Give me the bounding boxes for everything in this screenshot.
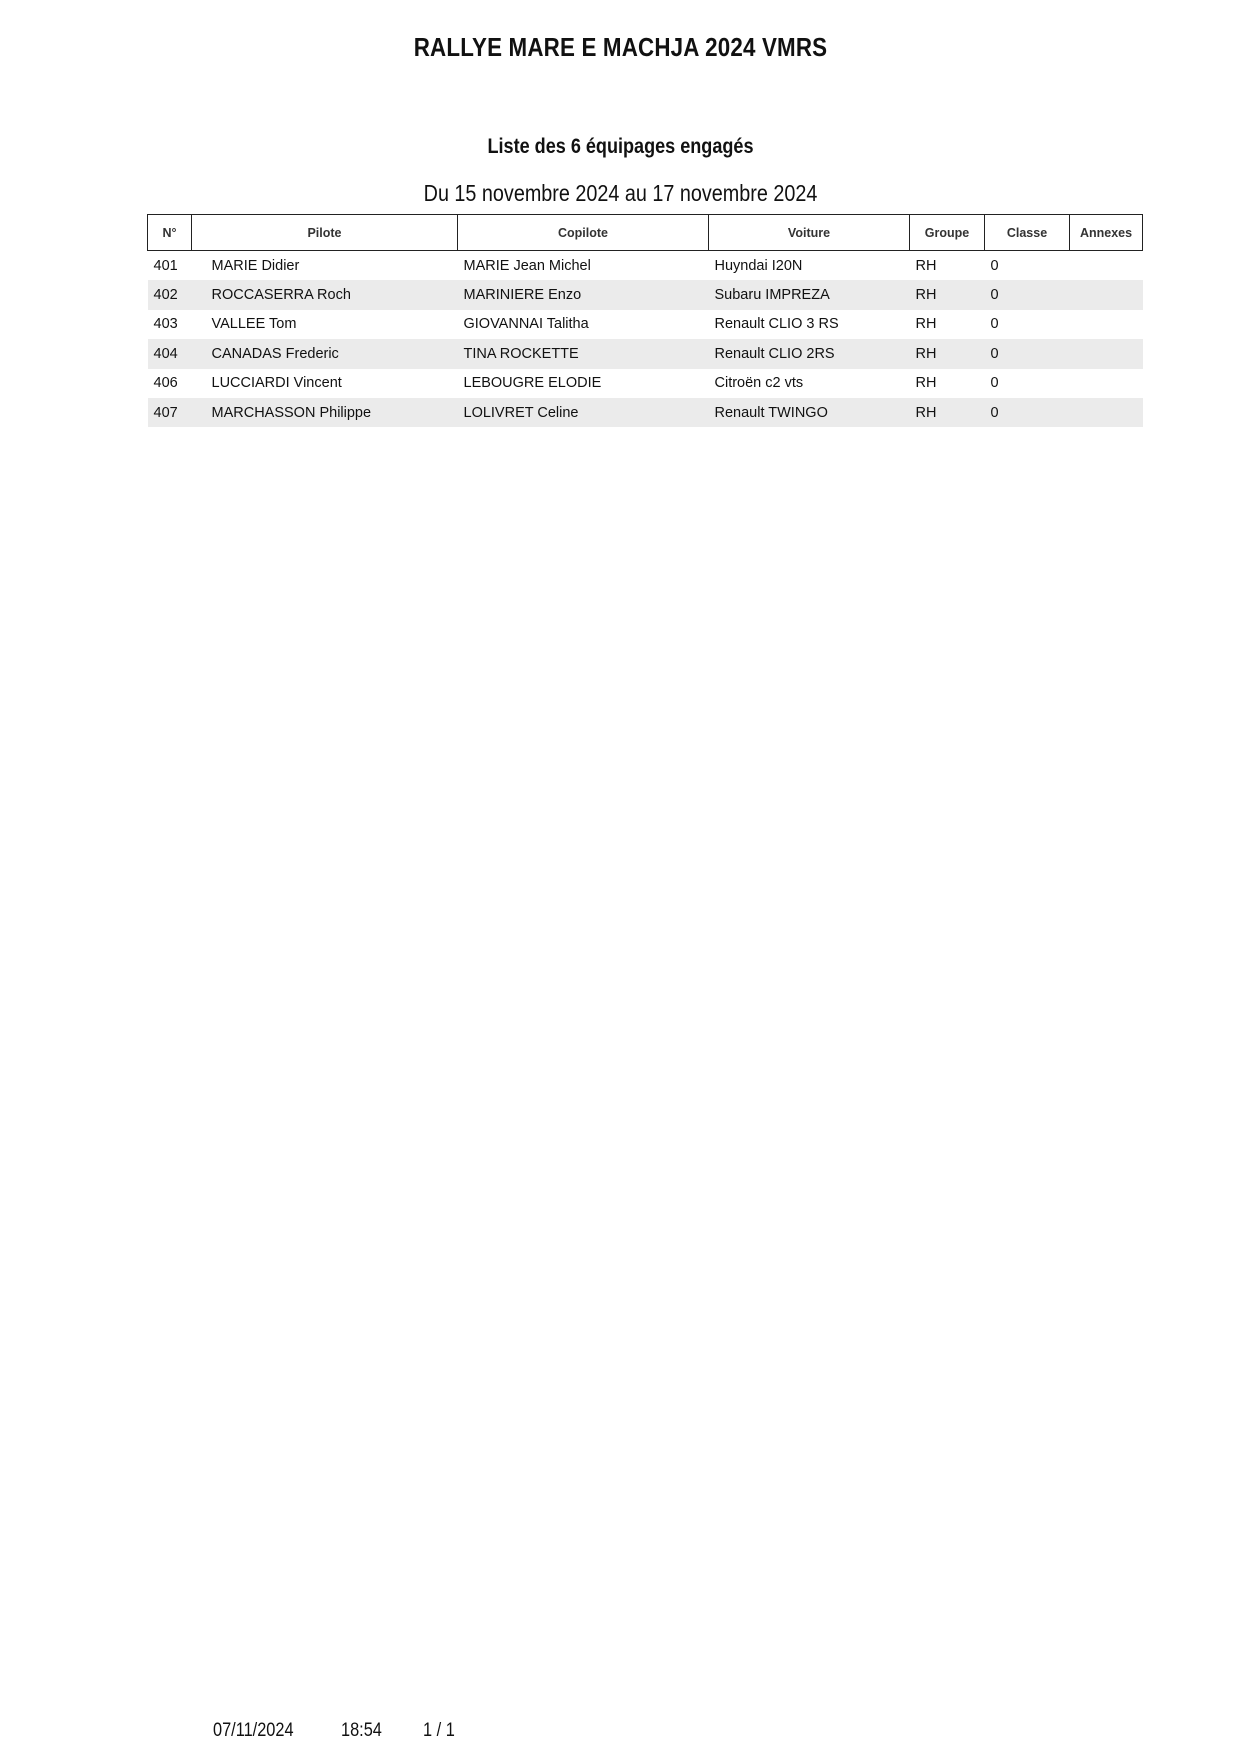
footer-time: 18:54 xyxy=(341,1720,382,1741)
cell-classe: 0 xyxy=(990,316,999,333)
cell-classe: 0 xyxy=(985,339,1070,368)
table-row xyxy=(148,369,1143,398)
cell-annexes xyxy=(1070,251,1143,281)
header-annexes: Annexes xyxy=(1070,215,1143,251)
crew-table-body xyxy=(148,251,1143,428)
footer-date: 07/11/2024 xyxy=(213,1720,294,1741)
table-row xyxy=(148,251,1143,281)
crew-list-subtitle: Liste des 6 équipages engagés xyxy=(487,135,754,158)
crew-table xyxy=(147,214,1143,427)
table-row xyxy=(148,398,1143,427)
cell-pilote: CANADAS Frederic xyxy=(192,339,458,368)
cell-copilote: MARINIERE Enzo xyxy=(458,280,709,309)
header-voiture: Voiture xyxy=(709,215,910,251)
cell-voiture: Renault CLIO 2RS xyxy=(709,339,910,368)
cell-voiture: Subaru IMPREZA xyxy=(709,280,910,309)
footer-page-number: 1 / 1 xyxy=(423,1720,455,1741)
crew-table-header xyxy=(148,215,1143,251)
cell-groupe: RH xyxy=(910,280,985,309)
cell-copilote: LOLIVRET Celine xyxy=(458,398,709,427)
cell-groupe: RH xyxy=(910,339,985,368)
header-pilote: Pilote xyxy=(192,215,458,251)
table-row xyxy=(148,280,1143,309)
document-title: RALLYE MARE E MACHJA 2024 VMRS xyxy=(413,32,828,62)
cell-num: 407 xyxy=(148,398,192,427)
cell-annexes xyxy=(1070,339,1143,368)
header-copilote: Copilote xyxy=(458,215,709,251)
cell-groupe: RH xyxy=(910,398,985,427)
cell-pilote: VALLEE Tom xyxy=(211,316,297,333)
cell-voiture: Renault TWINGO xyxy=(709,398,910,427)
cell-pilote: ROCCASERRA Roch xyxy=(192,280,458,309)
cell-voiture: Huyndai I20N xyxy=(714,257,803,274)
header-classe: Classe xyxy=(985,215,1070,251)
cell-num: 401 xyxy=(153,257,178,274)
cell-voiture: Renault CLIO 3 RS xyxy=(714,316,839,333)
cell-copilote: LEBOUGRE ELODIE xyxy=(463,375,602,392)
table-row xyxy=(148,310,1143,339)
cell-num: 403 xyxy=(153,316,178,333)
cell-num: 402 xyxy=(148,280,192,309)
cell-classe: 0 xyxy=(990,375,999,392)
cell-classe: 0 xyxy=(985,398,1070,427)
cell-pilote: LUCCIARDI Vincent xyxy=(211,375,342,392)
cell-annexes xyxy=(1070,398,1143,427)
cell-groupe: RH xyxy=(915,375,937,392)
cell-pilote: MARCHASSON Philippe xyxy=(192,398,458,427)
header-groupe: Groupe xyxy=(910,215,985,251)
cell-annexes xyxy=(1070,310,1143,339)
cell-classe: 0 xyxy=(985,280,1070,309)
cell-copilote: MARIE Jean Michel xyxy=(463,257,591,274)
cell-groupe: RH xyxy=(915,316,937,333)
cell-voiture: Citroën c2 vts xyxy=(714,375,804,392)
cell-groupe: RH xyxy=(915,257,937,274)
header-row xyxy=(148,215,1143,251)
cell-pilote: MARIE Didier xyxy=(211,257,300,274)
header-num: N° xyxy=(148,215,192,251)
cell-annexes xyxy=(1070,280,1143,309)
cell-copilote: TINA ROCKETTE xyxy=(458,339,709,368)
cell-num: 406 xyxy=(153,375,178,392)
event-dates: Du 15 novembre 2024 au 17 novembre 2024 xyxy=(423,180,818,206)
table-row xyxy=(148,339,1143,368)
cell-annexes xyxy=(1070,369,1143,398)
cell-copilote: GIOVANNAI Talitha xyxy=(463,316,589,333)
cell-num: 404 xyxy=(148,339,192,368)
cell-classe: 0 xyxy=(990,257,999,274)
